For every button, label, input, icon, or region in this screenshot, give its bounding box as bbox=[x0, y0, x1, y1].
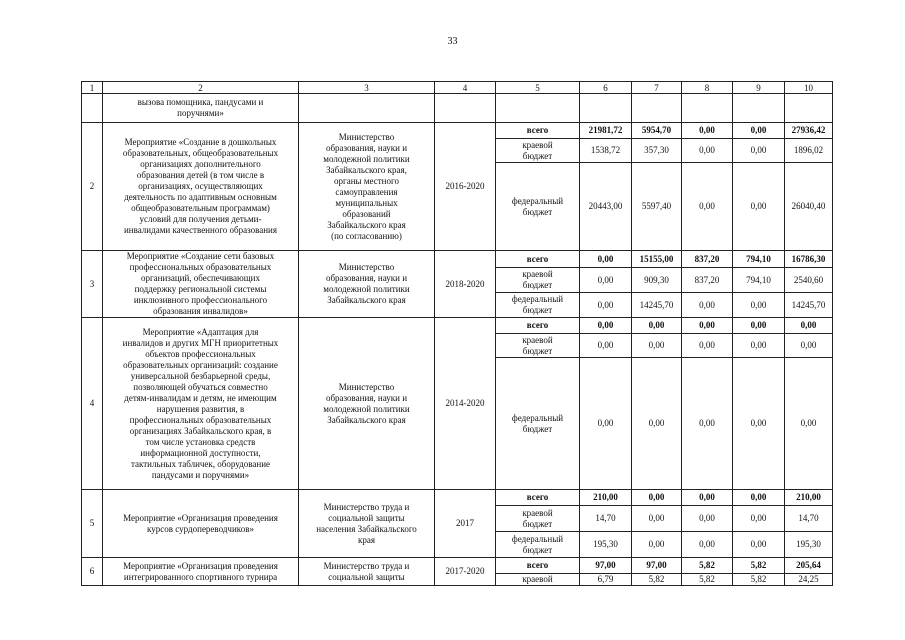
value-cell: 0,00 bbox=[682, 123, 733, 139]
value-cell: 5,82 bbox=[682, 558, 733, 574]
measure-description: Мероприятие «Адаптация для инвалидов и других МГН приоритетных объектов профессиональных образовательных организаций: создание универсальной безбарьерной среды, позволяющей обучаться совместно детям-инвалидам и детям, не имеющим нарушения развития, в профессиональных образовательных организациях Забайкальского края, в том числе установка средств информационной доступности, тактильных табличек, оборудование пандусами и поручнями» bbox=[103, 318, 299, 490]
value-cell: 0,00 bbox=[682, 139, 733, 163]
measure-description: вызова помощника, пандусами и поручнями» bbox=[103, 94, 299, 123]
value-cell: 0,00 bbox=[682, 163, 733, 251]
value-cell: 5954,70 bbox=[632, 123, 682, 139]
funding-source: краевой бюджет bbox=[496, 268, 580, 293]
table-row bbox=[82, 318, 833, 334]
value-cell bbox=[785, 94, 833, 123]
value-cell: 0,00 bbox=[733, 293, 785, 318]
header-cell: 3 bbox=[299, 82, 435, 94]
value-cell: 5,82 bbox=[733, 574, 785, 586]
header-cell: 5 bbox=[496, 82, 580, 94]
value-cell bbox=[682, 94, 733, 123]
table-row bbox=[82, 123, 833, 139]
header-cell: 10 bbox=[785, 82, 833, 94]
value-cell: 0,00 bbox=[682, 358, 733, 490]
funding-source: всего bbox=[496, 318, 580, 334]
funding-source: всего bbox=[496, 251, 580, 268]
value-cell: 97,00 bbox=[580, 558, 632, 574]
value-cell: 16786,30 bbox=[785, 251, 833, 268]
value-cell: 14245,70 bbox=[632, 293, 682, 318]
value-cell: 5,82 bbox=[632, 574, 682, 586]
measure-description: Мероприятие «Создание в дошкольных образовательных, общеобразовательных организациях дополнительного образования детей (в том числе в организациях, осуществляющих деятельность по адаптивным основным общеобразовательным программам) условий для получения детьми- инвалидами качественного образования bbox=[103, 123, 299, 251]
header-cell: 6 bbox=[580, 82, 632, 94]
period: 2014-2020 bbox=[435, 318, 496, 490]
value-cell: 909,30 bbox=[632, 268, 682, 293]
value-cell: 14,70 bbox=[580, 506, 632, 532]
executor: Министерство образования, науки и молодежной политики Забайкальского края, органы местного самоуправления муниципальных образований Забайкальского края (по согласованию) bbox=[299, 123, 435, 251]
funding-source: федеральный бюджет bbox=[496, 532, 580, 558]
header-cell: 9 bbox=[733, 82, 785, 94]
executor: Министерство труда и социальной защиты населения Забайкальского края bbox=[299, 490, 435, 558]
value-cell: 0,00 bbox=[682, 490, 733, 506]
value-cell: 0,00 bbox=[733, 358, 785, 490]
value-cell bbox=[733, 94, 785, 123]
value-cell: 0,00 bbox=[580, 268, 632, 293]
funding-source bbox=[496, 94, 580, 123]
funding-source: федеральный бюджет bbox=[496, 163, 580, 251]
value-cell bbox=[632, 94, 682, 123]
period: 2017 bbox=[435, 490, 496, 558]
value-cell: 5597,40 bbox=[632, 163, 682, 251]
period: 2017-2020 bbox=[435, 558, 496, 586]
executor: Министерство образования, науки и молодежной политики Забайкальского края bbox=[299, 251, 435, 318]
table-row bbox=[82, 490, 833, 506]
value-cell: 97,00 bbox=[632, 558, 682, 574]
period: 2018-2020 bbox=[435, 251, 496, 318]
header-cell: 7 bbox=[632, 82, 682, 94]
value-cell: 5,82 bbox=[682, 574, 733, 586]
value-cell: 0,00 bbox=[632, 334, 682, 358]
value-cell: 0,00 bbox=[733, 318, 785, 334]
value-cell: 0,00 bbox=[682, 334, 733, 358]
value-cell: 195,30 bbox=[785, 532, 833, 558]
value-cell: 794,10 bbox=[733, 268, 785, 293]
measure-description: Мероприятие «Создание сети базовых профессиональных образовательных организаций, обеспечивающих поддержку региональной системы инклюзивного профессионального образования инвалидов» bbox=[103, 251, 299, 318]
value-cell: 0,00 bbox=[682, 532, 733, 558]
row-number: 4 bbox=[82, 318, 103, 490]
executor bbox=[299, 94, 435, 123]
value-cell: 0,00 bbox=[632, 532, 682, 558]
table-row bbox=[82, 251, 833, 268]
table-row bbox=[82, 94, 833, 123]
value-cell: 0,00 bbox=[632, 358, 682, 490]
value-cell: 0,00 bbox=[733, 490, 785, 506]
value-cell: 0,00 bbox=[580, 334, 632, 358]
value-cell: 0,00 bbox=[733, 139, 785, 163]
row-number: 5 bbox=[82, 490, 103, 558]
value-cell: 1896,02 bbox=[785, 139, 833, 163]
value-cell: 0,00 bbox=[632, 318, 682, 334]
value-cell: 0,00 bbox=[632, 490, 682, 506]
funding-source: федеральный бюджет bbox=[496, 293, 580, 318]
table-row bbox=[82, 558, 833, 574]
value-cell: 0,00 bbox=[733, 334, 785, 358]
value-cell: 0,00 bbox=[580, 318, 632, 334]
value-cell: 15155,00 bbox=[632, 251, 682, 268]
value-cell: 14245,70 bbox=[785, 293, 833, 318]
funding-source: всего bbox=[496, 123, 580, 139]
value-cell: 0,00 bbox=[580, 358, 632, 490]
value-cell: 26040,40 bbox=[785, 163, 833, 251]
funding-source: краевой бюджет bbox=[496, 334, 580, 358]
value-cell: 20443,00 bbox=[580, 163, 632, 251]
value-cell: 0,00 bbox=[580, 251, 632, 268]
measure-description: Мероприятие «Организация проведения курсов сурдопереводчиков» bbox=[103, 490, 299, 558]
funding-table bbox=[81, 81, 833, 586]
value-cell: 24,25 bbox=[785, 574, 833, 586]
period: 2016-2020 bbox=[435, 123, 496, 251]
value-cell: 0,00 bbox=[733, 506, 785, 532]
value-cell: 27936,42 bbox=[785, 123, 833, 139]
value-cell: 0,00 bbox=[682, 318, 733, 334]
value-cell: 0,00 bbox=[580, 293, 632, 318]
value-cell: 357,30 bbox=[632, 139, 682, 163]
value-cell: 6,79 bbox=[580, 574, 632, 586]
row-number: 6 bbox=[82, 558, 103, 586]
value-cell: 0,00 bbox=[785, 358, 833, 490]
value-cell: 794,10 bbox=[733, 251, 785, 268]
funding-source: федеральный бюджет bbox=[496, 358, 580, 490]
funding-source: всего bbox=[496, 490, 580, 506]
executor: Министерство труда и социальной защиты bbox=[299, 558, 435, 586]
value-cell bbox=[580, 94, 632, 123]
value-cell: 0,00 bbox=[632, 506, 682, 532]
value-cell: 210,00 bbox=[580, 490, 632, 506]
executor: Министерство образования, науки и молодежной политики Забайкальского края bbox=[299, 318, 435, 490]
value-cell: 0,00 bbox=[733, 123, 785, 139]
funding-source: краевой бюджет bbox=[496, 506, 580, 532]
header-cell: 4 bbox=[435, 82, 496, 94]
value-cell: 0,00 bbox=[733, 532, 785, 558]
funding-source: краевой бюджет bbox=[496, 139, 580, 163]
value-cell: 1538,72 bbox=[580, 139, 632, 163]
value-cell: 0,00 bbox=[733, 163, 785, 251]
value-cell: 14,70 bbox=[785, 506, 833, 532]
header-cell: 2 bbox=[103, 82, 299, 94]
value-cell: 0,00 bbox=[682, 293, 733, 318]
row-number: 3 bbox=[82, 251, 103, 318]
header-row bbox=[82, 82, 833, 94]
value-cell: 837,20 bbox=[682, 268, 733, 293]
funding-source: всего bbox=[496, 558, 580, 574]
row-number: 2 bbox=[82, 123, 103, 251]
value-cell: 0,00 bbox=[785, 334, 833, 358]
value-cell: 21981,72 bbox=[580, 123, 632, 139]
page-number: 33 bbox=[447, 36, 458, 47]
value-cell: 837,20 bbox=[682, 251, 733, 268]
value-cell: 195,30 bbox=[580, 532, 632, 558]
period bbox=[435, 94, 496, 123]
header-cell: 8 bbox=[682, 82, 733, 94]
value-cell: 205,64 bbox=[785, 558, 833, 574]
value-cell: 0,00 bbox=[682, 506, 733, 532]
funding-source: краевой bbox=[496, 574, 580, 586]
row-number bbox=[82, 94, 103, 123]
measure-description: Мероприятие «Организация проведения интегрированного спортивного турнира bbox=[103, 558, 299, 586]
value-cell: 2540,60 bbox=[785, 268, 833, 293]
value-cell: 0,00 bbox=[785, 318, 833, 334]
header-cell: 1 bbox=[82, 82, 103, 94]
value-cell: 5,82 bbox=[733, 558, 785, 574]
value-cell: 210,00 bbox=[785, 490, 833, 506]
